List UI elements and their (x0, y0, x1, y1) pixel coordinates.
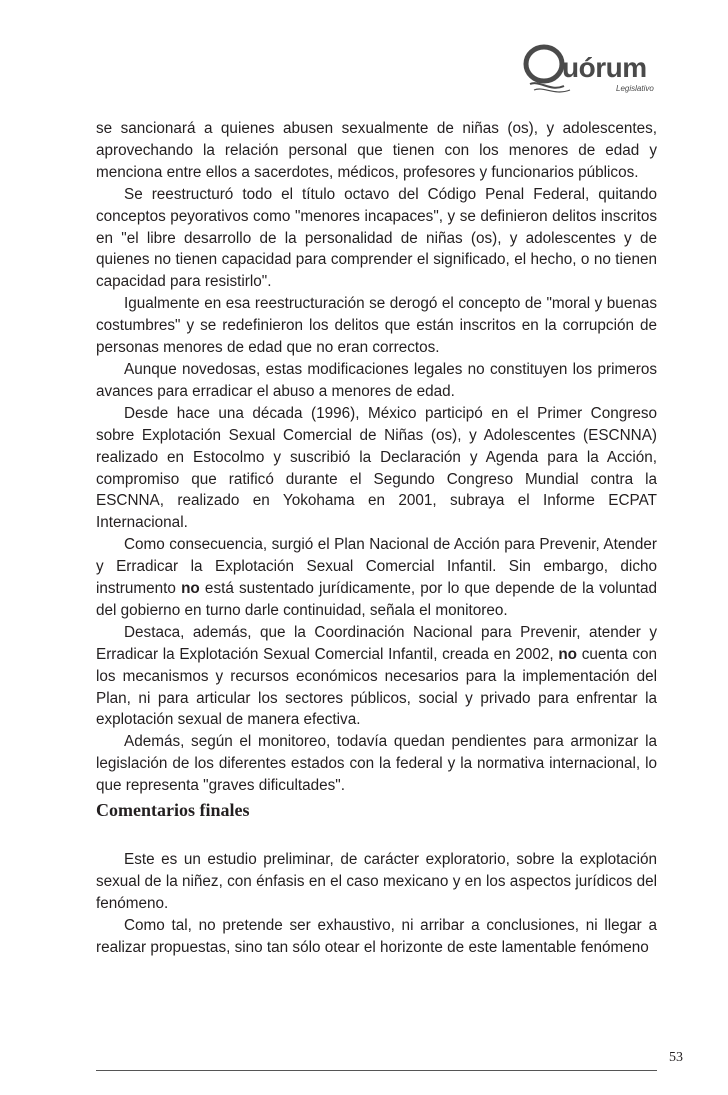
body-text (96, 118, 657, 797)
emphasis-no: no (181, 580, 200, 598)
paragraph-6: Como consecuencia, surgió el Plan Nacional de Acción para Prevenir, Atender y Erradicar la Explotación Sexual Comercial Infantil. Sin embargo, dicho instrumento no está sustentado jurídicamente, por lo que depende de la voluntad del gobierno en turno darle continuidad, señala el monitoreo. (96, 536, 657, 619)
paragraph-1: se sancionará a quienes abusen sexualmente de niñas (os), y adolescentes, aprovechando la relación personal que tienen con los menores de edad y menciona entre ellos a sacerdotes, médicos, profesores y funcionarios públicos. (96, 120, 657, 181)
paragraph-3: Igualmente en esa reestructuración se derogó el concepto de "moral y buenas costumbres" y se redefinieron los delitos que están inscritos en la corrupción de personas menores de edad que no eran correctos. (96, 295, 657, 357)
final-paragraph-2: Como tal, no pretende ser exhaustivo, ni arribar a conclusiones, ni llegar a realizar propuestas, sino tan sólo otear el horizonte de este lamentable fenómeno (96, 916, 657, 956)
paragraph-4: Aunque novedosas, estas modificaciones legales no constituyen los primeros avances para erradicar el abuso a menores de edad. (96, 360, 657, 400)
paragraph-7: Destaca, además, que la Coordinación Nacional para Prevenir, atender y Erradicar la Explotación Sexual Comercial Infantil, creada en 2002, no cuenta con los mecanismos y recursos económicos necesarios para la implementación del Plan, ni para articular los sectores públicos, social y privado para enfrentar la explotación sexual de manera efectiva. (96, 623, 657, 729)
logo-wordmark: uórum (562, 52, 647, 83)
final-paragraph-1: Este es un estudio preliminar, de carácter exploratorio, sobre la explotación sexual de la niñez, con énfasis en el caso mexicano y en los aspectos jurídicos del fenómeno. (96, 851, 657, 912)
footer-rule (96, 1070, 657, 1071)
paragraph-2: Se reestructuró todo el título octavo del Código Penal Federal, quitando conceptos peyorativos como "menores incapaces", y se definieron delitos inscritos en "el libre desarrollo de la personalidad de niñas (os), y adolescentes y de quienes no tienen capacidad para comprender el significado, el hecho, o no tienen capacidad para resistirlo". (96, 185, 657, 291)
page-number: 53 (669, 1050, 683, 1065)
section-heading: Comentarios finales (96, 800, 250, 820)
logo-subtitle: Legislativo (616, 84, 654, 93)
paragraph-8: Además, según el monitoreo, todavía quedan pendientes para armonizar la legislación de los diferentes estados con la federal y la normativa internacional, lo que representa "graves dificultades". (96, 733, 657, 795)
paragraph-5: Desde hace una década (1996), México participó en el Primer Congreso sobre Explotación Sexual Comercial de Niñas (os), y Adolescentes (ESCNNA) realizado en Estocolmo y suscribió la Declaración y Agenda para la Acción, compromiso que ratificó durante el Segundo Congreso Mundial contra la ESCNNA, realizado en Yokohama en 2001, subraya el Informe ECPAT Internacional. (96, 404, 657, 532)
quorum-logo (520, 40, 670, 100)
emphasis-no: no (558, 645, 578, 663)
final-body-text (96, 849, 657, 959)
